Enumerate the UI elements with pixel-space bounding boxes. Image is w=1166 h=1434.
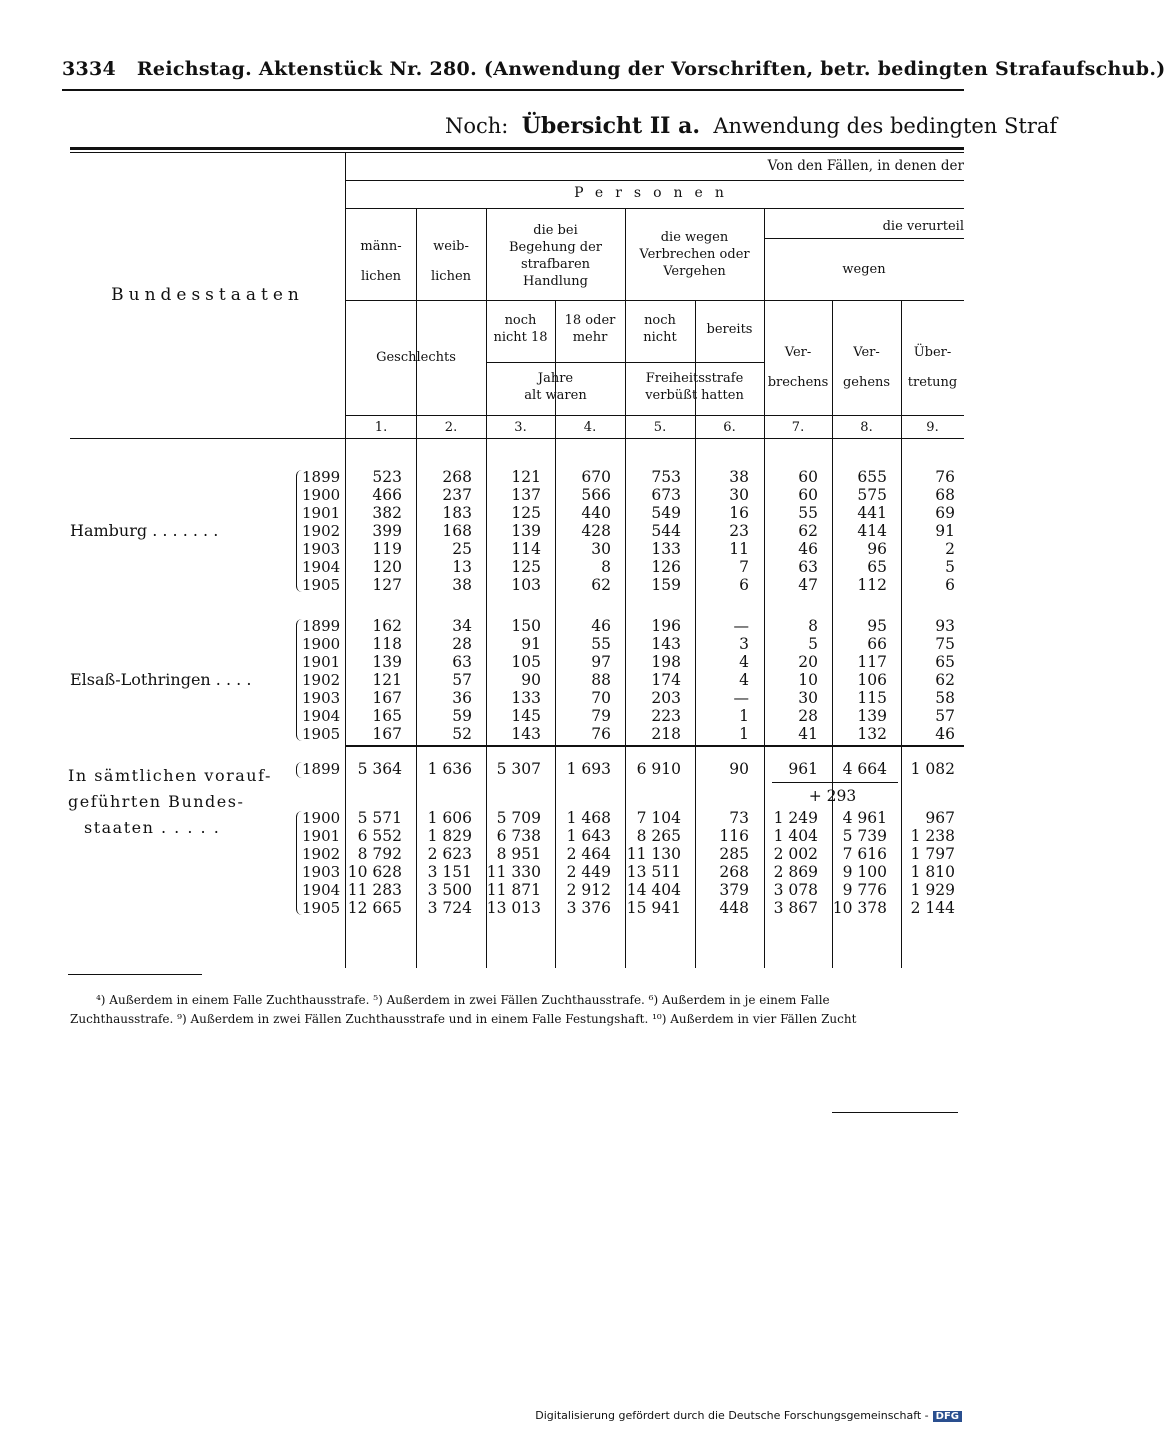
total-name-line: geführten Bundes- (68, 792, 245, 811)
top-span-header: Von den Fällen, in denen der (767, 158, 964, 174)
table-cell: 1 468 (566, 809, 611, 827)
table-cell: 1 606 (427, 809, 472, 827)
row-year: 1899 (302, 760, 341, 778)
header-jahre-alt: Jahre alt waren (524, 371, 587, 403)
table-cell: 167 (372, 725, 402, 743)
table-cell: 73 (729, 809, 749, 827)
table-cell: 46 (798, 540, 818, 558)
table-cell: 9 100 (842, 863, 887, 881)
table-cell: 8 (601, 558, 611, 576)
table-cell: 41 (798, 725, 818, 743)
table-cell: 6 (945, 576, 955, 594)
table-cell: 132 (857, 725, 887, 743)
table-cell: 13 511 (626, 863, 681, 881)
table-cell: — (733, 617, 749, 635)
table-cell: 1 810 (910, 863, 955, 881)
table-cell: 143 (651, 635, 681, 653)
table-cell: 3 500 (427, 881, 472, 899)
table-cell: 961 (788, 760, 818, 778)
total-name-line: staaten . . . . . (84, 818, 221, 837)
table-cell: 76 (935, 468, 955, 486)
table-cell: 159 (651, 576, 681, 594)
table-cell: 183 (442, 504, 472, 522)
table-cell: 670 (581, 468, 611, 486)
table-cell: 11 283 (347, 881, 402, 899)
table-cell: 114 (511, 540, 541, 558)
table-cell: 2 464 (566, 845, 611, 863)
table-cell: 1 929 (910, 881, 955, 899)
row-year: 1903 (302, 863, 341, 881)
title-prefix: Noch: (445, 114, 509, 138)
rule-header-bottom (70, 438, 964, 439)
table-cell: 28 (452, 635, 472, 653)
running-header (62, 58, 1166, 80)
table-cell: 7 616 (842, 845, 887, 863)
col-divider (764, 208, 765, 438)
column-number: 7. (791, 420, 805, 435)
header-begehung: die bei Begehung der strafbaren Handlung (508, 223, 603, 289)
table-cell: 1 (739, 707, 749, 725)
table-cell: — (733, 689, 749, 707)
table-cell: 196 (651, 617, 681, 635)
header-verurteilt: die verurteil (882, 219, 964, 234)
table-cell: 47 (798, 576, 818, 594)
table-cell: 121 (511, 468, 541, 486)
header-rule (62, 89, 964, 91)
table-cell: 1 643 (566, 827, 611, 845)
table-cell: 673 (651, 486, 681, 504)
table-cell: 10 628 (347, 863, 402, 881)
table-cell: 566 (581, 486, 611, 504)
table-cell: 414 (857, 522, 887, 540)
header-verbrechens: Ver- brechens (767, 345, 829, 390)
table-cell: 448 (719, 899, 749, 917)
table-cell: 117 (857, 653, 887, 671)
table-cell: 2 (945, 540, 955, 558)
table-cell: 36 (452, 689, 472, 707)
table-cell: 112 (857, 576, 887, 594)
table-cell: 79 (591, 707, 611, 725)
table-cell: 5 709 (496, 809, 541, 827)
table-cell: 66 (867, 635, 887, 653)
table-cell: 5 307 (496, 760, 541, 778)
table-cell: 60 (798, 486, 818, 504)
table-cell: 75 (935, 635, 955, 653)
footnote-line-2: Zuchthausstrafe. ⁹) Außerdem in zwei Fällen Zuchthausstrafe und in einem Falle Festungshaft. ¹⁰) Außerdem in vier Fällen Zucht (70, 1012, 857, 1026)
table-cell: 753 (651, 468, 681, 486)
row-year: 1901 (302, 653, 341, 671)
row-year: 1902 (302, 845, 341, 863)
table-cell: 23 (729, 522, 749, 540)
table-cell: 28 (798, 707, 818, 725)
table-cell: 125 (511, 504, 541, 522)
table-cell: 5 739 (842, 827, 887, 845)
table-cell: 2 449 (566, 863, 611, 881)
table-cell: 118 (372, 635, 402, 653)
table-title (445, 113, 1057, 139)
table-cell: 8 792 (357, 845, 402, 863)
table-cell: 120 (372, 558, 402, 576)
table-cell: 150 (511, 617, 541, 635)
table-cell: 1 829 (427, 827, 472, 845)
footnote-line-1: ⁴) Außerdem in einem Falle Zuchthausstrafe. ⁵) Außerdem in zwei Fällen Zuchthausstrafe. ⁶) Außerdem in je einem Falle (96, 993, 830, 1007)
table-cell: 203 (651, 689, 681, 707)
table-cell: 65 (867, 558, 887, 576)
rule-sub (346, 300, 964, 301)
table-cell: 103 (511, 576, 541, 594)
table-cell: 1 797 (910, 845, 955, 863)
credit-text: Digitalisierung gefördert durch die Deutsche Forschungsgemeinschaft - (535, 1409, 929, 1422)
table-cell: 382 (372, 504, 402, 522)
group-brace (296, 619, 302, 741)
rule-verurteilt (765, 238, 964, 239)
table-cell: 16 (729, 504, 749, 522)
table-cell: 125 (511, 558, 541, 576)
table-cell: 70 (591, 689, 611, 707)
table-cell: 1 249 (773, 809, 818, 827)
table-cell: 105 (511, 653, 541, 671)
table-cell: 46 (935, 725, 955, 743)
header-verbrechen-vergehen: die wegen Verbrechen oder Vergehen (639, 230, 750, 279)
header-noch-nicht-18: noch nicht 18 (493, 313, 548, 345)
plus-note: + 293 (808, 787, 857, 805)
table-cell: 11 (729, 540, 749, 558)
table-cell: 143 (511, 725, 541, 743)
table-cell: 115 (857, 689, 887, 707)
header-bereits: bereits (706, 322, 753, 337)
row-year: 1900 (302, 635, 341, 653)
group-brace (296, 811, 302, 915)
table-cell: 14 404 (626, 881, 681, 899)
table-cell: 10 (798, 671, 818, 689)
table-cell: 1 693 (566, 760, 611, 778)
title-rest: Anwendung des bedingten Straf (713, 114, 1058, 138)
table-cell: 3 (739, 635, 749, 653)
table-cell: 1 404 (773, 827, 818, 845)
table-cell: 133 (511, 689, 541, 707)
column-number: 6. (723, 420, 736, 435)
title-rule-thick (70, 147, 964, 150)
row-year: 1901 (302, 504, 341, 522)
table-cell: 8 951 (496, 845, 541, 863)
table-cell: 218 (651, 725, 681, 743)
table-cell: 549 (651, 504, 681, 522)
table-cell: 4 (739, 671, 749, 689)
table-cell: 399 (372, 522, 402, 540)
table-cell: 137 (511, 486, 541, 504)
table-cell: 25 (452, 540, 472, 558)
row-year: 1904 (302, 881, 341, 899)
table-cell: 5 571 (357, 809, 402, 827)
rule-colnums (346, 415, 964, 416)
row-year: 1905 (302, 725, 341, 743)
table-cell: 139 (372, 653, 402, 671)
rule-top-span (346, 180, 964, 181)
table-cell: 285 (719, 845, 749, 863)
table-cell: 440 (581, 504, 611, 522)
table-cell: 88 (591, 671, 611, 689)
table-cell: 379 (719, 881, 749, 899)
table-cell: 59 (452, 707, 472, 725)
table-cell: 523 (372, 468, 402, 486)
header-freiheitsstrafe: Freiheitsstrafe verbüßt hatten (645, 371, 744, 403)
table-cell: 11 330 (486, 863, 541, 881)
total-name-line: In sämtlichen vorauf- (68, 766, 272, 785)
table-cell: 57 (935, 707, 955, 725)
header-maennlichen: männ- lichen (360, 239, 402, 284)
table-cell: 3 151 (427, 863, 472, 881)
row-year: 1899 (302, 468, 341, 486)
table-cell: 2 912 (566, 881, 611, 899)
table-cell: 20 (798, 653, 818, 671)
table-cell: 8 265 (636, 827, 681, 845)
row-year: 1903 (302, 540, 341, 558)
table-cell: 11 130 (626, 845, 681, 863)
continuation-rule (832, 1112, 958, 1113)
header-weiblichen: weib- lichen (430, 239, 472, 284)
dfg-logo: DFG (933, 1411, 962, 1422)
table-cell: 9 776 (842, 881, 887, 899)
row-year: 1905 (302, 899, 341, 917)
table-cell: 30 (729, 486, 749, 504)
table-cell: 3 724 (427, 899, 472, 917)
header-geschlechts: Geschlechts (376, 350, 456, 365)
header-uebertretung: Über- tretung (907, 345, 958, 390)
table-cell: 30 (798, 689, 818, 707)
row-year: 1900 (302, 809, 341, 827)
table-cell: 127 (372, 576, 402, 594)
table-cell: 3 867 (773, 899, 818, 917)
table-cell: 139 (857, 707, 887, 725)
table-cell: 1 636 (427, 760, 472, 778)
table-cell: 13 013 (486, 899, 541, 917)
table-cell: 4 961 (842, 809, 887, 827)
row-year: 1905 (302, 576, 341, 594)
table-cell: 90 (521, 671, 541, 689)
table-cell: 55 (591, 635, 611, 653)
table-cell: 655 (857, 468, 887, 486)
group-brace (296, 470, 302, 592)
table-cell: 544 (651, 522, 681, 540)
table-cell: 38 (729, 468, 749, 486)
table-cell: 116 (719, 827, 749, 845)
stub-header: Bundesstaaten (111, 285, 304, 305)
table-cell: 65 (935, 653, 955, 671)
header-noch-nicht: noch nicht (643, 313, 677, 345)
table-cell: 466 (372, 486, 402, 504)
table-cell: 237 (442, 486, 472, 504)
table-cell: 139 (511, 522, 541, 540)
footnote-rule (68, 974, 202, 975)
table-cell: 268 (719, 863, 749, 881)
rule-personen (346, 208, 964, 209)
table-cell: 119 (372, 540, 402, 558)
table-cell: 58 (935, 689, 955, 707)
table-cell: 1 (739, 725, 749, 743)
table-cell: 121 (372, 671, 402, 689)
running-title: Reichstag. Aktenstück Nr. 280. (Anwendung der Vorschriften, betr. bedingten Strafaufschub.) (136, 58, 1166, 80)
table-cell: 57 (452, 671, 472, 689)
column-number: 5. (653, 420, 667, 435)
table-cell: 145 (511, 707, 541, 725)
table-cell: 68 (935, 486, 955, 504)
table-cell: 162 (372, 617, 402, 635)
state-name: Hamburg . . . . . . . (70, 521, 219, 540)
table-cell: 2 869 (773, 863, 818, 881)
table-cell: 198 (651, 653, 681, 671)
table-cell: 55 (798, 504, 818, 522)
table-cell: 97 (591, 653, 611, 671)
table-cell: 268 (442, 468, 472, 486)
table-cell: 133 (651, 540, 681, 558)
header-vergehens: Ver- gehens (842, 345, 891, 390)
table-cell: 10 378 (832, 899, 887, 917)
table-cell: 38 (452, 576, 472, 594)
table-cell: 165 (372, 707, 402, 725)
table-cell: 223 (651, 707, 681, 725)
table-cell: 95 (867, 617, 887, 635)
table-cell: 52 (452, 725, 472, 743)
table-cell: 6 552 (357, 827, 402, 845)
header-wegen: wegen (842, 262, 886, 277)
table-cell: 11 871 (486, 881, 541, 899)
row-year: 1902 (302, 671, 341, 689)
table-cell: 93 (935, 617, 955, 635)
table-cell: 8 (808, 617, 818, 635)
table-cell: 6 910 (636, 760, 681, 778)
table-cell: 2 002 (773, 845, 818, 863)
table-cell: 1 238 (910, 827, 955, 845)
row-year: 1901 (302, 827, 341, 845)
table-cell: 174 (651, 671, 681, 689)
group-brace (296, 762, 302, 778)
table-cell: 12 665 (347, 899, 402, 917)
table-cell: 1 082 (910, 760, 955, 778)
header-18-oder-mehr: 18 oder mehr (564, 313, 616, 345)
table-cell: 441 (857, 504, 887, 522)
table-cell: 2 144 (910, 899, 955, 917)
column-number: 9. (926, 420, 939, 435)
rule-total (346, 745, 964, 747)
row-year: 1904 (302, 558, 341, 576)
table-cell: 3 078 (773, 881, 818, 899)
row-year: 1903 (302, 689, 341, 707)
table-cell: 15 941 (626, 899, 681, 917)
table-cell: 96 (867, 540, 887, 558)
table-cell: 428 (581, 522, 611, 540)
title-bold: Übersicht II a. (521, 113, 701, 139)
rule-jahre (486, 362, 764, 363)
table-cell: 4 (739, 653, 749, 671)
column-number: 8. (860, 420, 873, 435)
page-number: 3334 (62, 58, 117, 80)
row-year: 1902 (302, 522, 341, 540)
table-cell: 7 (739, 558, 749, 576)
table-cell: 91 (521, 635, 541, 653)
table-cell: 63 (452, 653, 472, 671)
table-cell: 91 (935, 522, 955, 540)
state-name: Elsaß-Lothringen . . . . (70, 670, 252, 689)
table-cell: 5 (808, 635, 818, 653)
row-year: 1900 (302, 486, 341, 504)
table-cell: 4 664 (842, 760, 887, 778)
table-cell: 63 (798, 558, 818, 576)
table-cell: 575 (857, 486, 887, 504)
table-cell: 126 (651, 558, 681, 576)
table-cell: 34 (452, 617, 472, 635)
table-cell: 30 (591, 540, 611, 558)
rule-sum-box (772, 782, 898, 783)
table-cell: 5 364 (357, 760, 402, 778)
table-cell: 62 (935, 671, 955, 689)
table-cell: 6 738 (496, 827, 541, 845)
row-year: 1904 (302, 707, 341, 725)
table-cell: 967 (925, 809, 955, 827)
row-year: 1899 (302, 617, 341, 635)
table-cell: 167 (372, 689, 402, 707)
table-cell: 46 (591, 617, 611, 635)
table-cell: 168 (442, 522, 472, 540)
table-cell: 5 (945, 558, 955, 576)
table-cell: 60 (798, 468, 818, 486)
table-cell: 62 (591, 576, 611, 594)
column-number: 4. (583, 420, 597, 435)
table-cell: 69 (935, 504, 955, 522)
table-cell: 76 (591, 725, 611, 743)
table-cell: 2 623 (427, 845, 472, 863)
title-rule-thin (70, 152, 964, 153)
column-number: 3. (514, 420, 527, 435)
table-cell: 90 (729, 760, 749, 778)
column-number: 2. (444, 420, 458, 435)
table-cell: 106 (857, 671, 887, 689)
table-cell: 6 (739, 576, 749, 594)
table-cell: 3 376 (566, 899, 611, 917)
table-cell: 7 104 (636, 809, 681, 827)
table-cell: 13 (452, 558, 472, 576)
column-number: 1. (374, 420, 388, 435)
digitization-credit (535, 1409, 962, 1422)
table-cell: 62 (798, 522, 818, 540)
personen-header: Personen (574, 185, 736, 201)
